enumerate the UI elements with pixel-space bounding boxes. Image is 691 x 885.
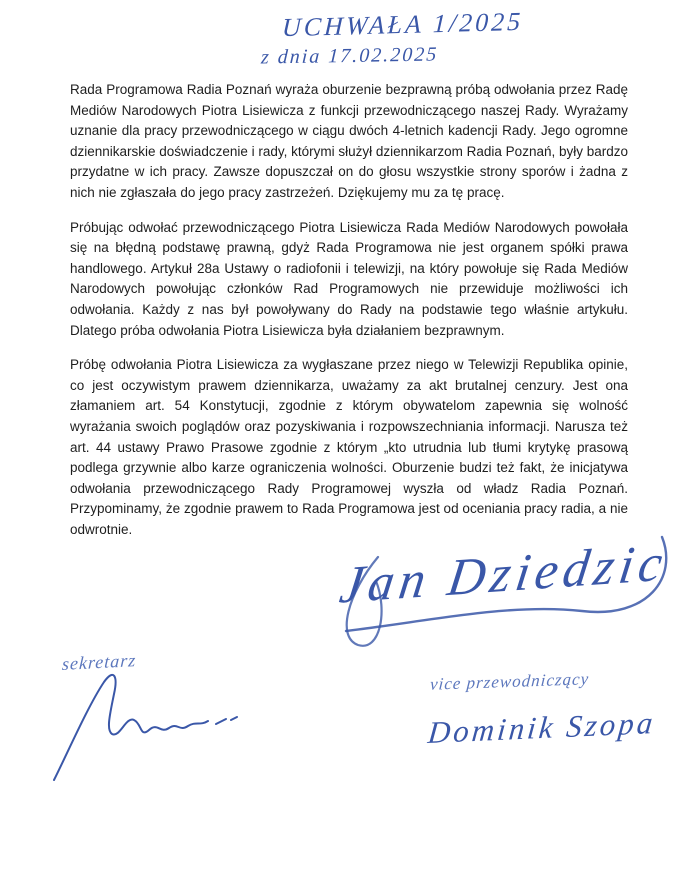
handwritten-date: z dnia 17.02.2025 [260, 43, 439, 69]
chairman-signature-name: Jan Dziedzic [336, 534, 671, 615]
vice-chairman-signature-name: Dominik Szopa [426, 704, 658, 751]
paragraph-3: Próbę odwołania Piotra Lisiewicza za wygłaszane przez niego w Telewizji Republika opinie, co jest oczywistym prawem dziennikarza, uważamy za akt brutalnej cenzury. Jest ona złamaniem art. 54 Konstytucji, zgodnie z którym obywatelom zapewnia się wolność wyrażania swoich poglądów oraz pozyskiwania i rozpowszechniania informacji. Narusza też art. 44 ustawy Prawo Prasowe zgodnie z którym „kto utrudnia lub tłumi krytykę prasową podlega grzywnie albo karze ograniczenia wolności. Oburzenie budzi też fakt, że inicjatywa odwołania przewodniczącego Rady Programowej wyszła od władz Radia Poznań. Przypominamy, że zgodnie prawem to Rada Programowa jest od oceniania pracy radia, a nie odwrotnie. [70, 357, 628, 537]
paragraph-2: Próbując odwołać przewodniczącego Piotra Lisiewicza Rada Mediów Narodowych powołała się na błędną podstawę prawną, gdyż Rada Programowa nie jest organem spółki prawa handlowego. Artykuł 28a Ustawy o radiofonii i telewizji, na który powołuje się Rada Mediów Narodowych powołując członków Rad Programowych nie przewiduje możliwości ich odwołania. Każdy z nas był powoływany do Rady na podstawie tego właśnie artykułu. Dlatego próba odwołania Piotra Lisiewicza była działaniem bezprawnym. [70, 219, 628, 338]
vice-chairman-title-handwritten: vice przewodniczący [429, 669, 590, 694]
paragraph-1: Rada Programowa Radia Poznań wyraża oburzenie bezprawną próbą odwołania przez Radę Mediów Narodowych Piotra Lisiewicza z funkcji przewodniczącego naszej Rady. Wyrażamy uznanie dla pracy przewodniczącego w ciągu dwóch 4-letnich kadencji Rady. Jego ogromne dziennikarskie doświadczenie i rady, którymi służył dziennikarzom Radia Poznań, były bardzo przydatne w ich pracy. Zawsze dopuszczał on do głosu wszystkie strony sporów i żadna z nich nie zgłaszała do jego pracy zastrzeżeń. Dziękujemy mu za tę pracę. [70, 82, 629, 200]
handwritten-resolution-number: UCHWAŁA 1/2025 [281, 6, 524, 43]
secretary-signature-scribble [48, 668, 263, 783]
chairman-signature [330, 515, 690, 670]
secretary-title-handwritten: sekretarz [61, 650, 137, 674]
resolution-body [70, 80, 628, 554]
